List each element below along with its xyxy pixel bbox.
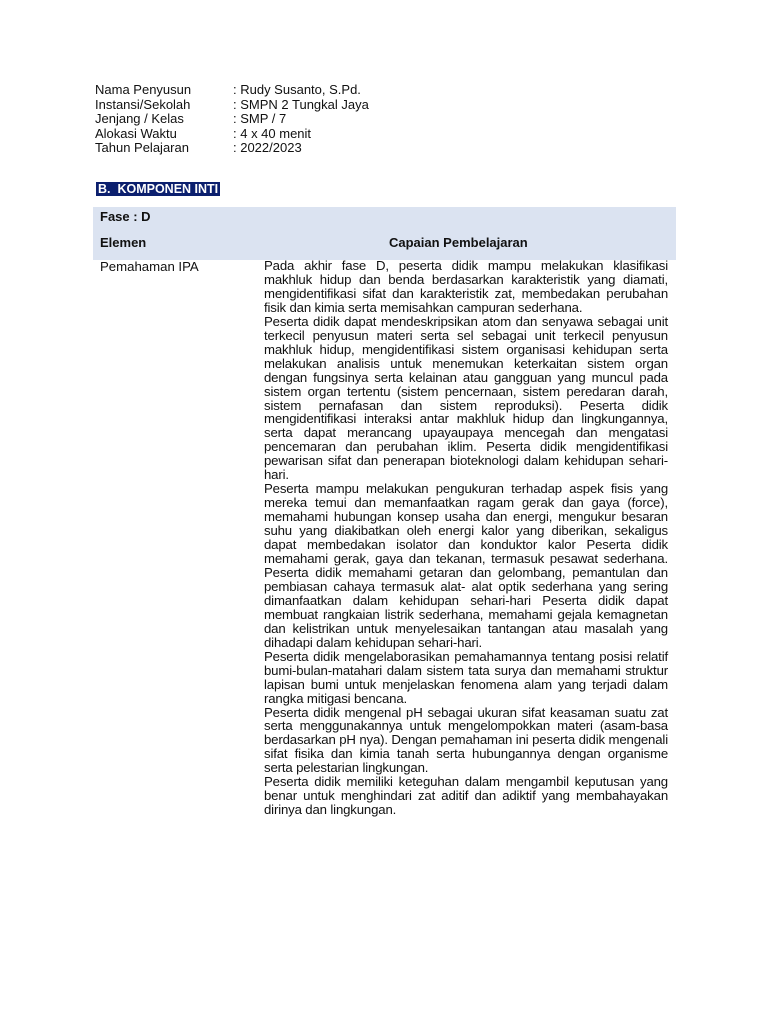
fase-label: Fase : D <box>100 209 151 224</box>
meta-label: Jenjang / Kelas <box>95 111 184 127</box>
section-title: B. KOMPONEN INTI <box>98 182 219 196</box>
capaian-paragraph: Peserta didik dapat mendeskripsikan atom dan senyawa sebagai unit terkecil penyusun materi serta sel sebagai unit terkecil penyusun makhluk hidup, mengidentifikasi sistem organisasi kehidupan serta melakukan analisis untuk menemukan keterkaitan sistem organ dengan fungsinya serta kelainan atau gangguan yang muncul pada sistem organ tertentu (sistem pencernaan, sistem peredaran darah, sistem pernafasan dan sistem reproduksi). Peserta didik mengidentifikasi interaksi antar makhluk hidup dan lingkungannya, serta dapat merancang upayaupaya mencegah dan mengatasi pencemaran dan perubahan iklim. Peserta didik mengidentifikasi pewarisan sifat dan penerapan bioteknologi dalam kehidupan sehari-hari. <box>264 313 668 483</box>
table-header <box>93 207 676 260</box>
meta-value: : 2022/2023 <box>233 140 302 156</box>
meta-label: Instansi/Sekolah <box>95 96 191 112</box>
meta-value: : Rudy Susanto, S.Pd. <box>233 82 361 97</box>
column-header-elemen: Elemen <box>100 235 147 250</box>
capaian-paragraph: Peserta didik memiliki keteguhan dalam mengambil keputusan yang benar untuk menghindari zat aditif dan adiktif yang membahayakan dirinya dan lingkungan. <box>264 774 668 818</box>
elemen-cell: Pemahaman IPA <box>100 259 199 274</box>
meta-label: Nama Penyusun <box>95 82 192 97</box>
meta-value: : SMPN 2 Tungkal Jaya <box>233 96 369 112</box>
column-header-capaian: Capaian Pembelajaran <box>389 235 528 250</box>
capaian-content <box>264 259 668 817</box>
meta-label: Tahun Pelajaran <box>95 140 189 156</box>
capaian-paragraph: Peserta didik mengelaborasikan pemahamannya tentang posisi relatif bumi-bulan-matahari dalam sistem tata surya dan memahami struktur lapisan bumi untuk menjelaskan fenomena alam yang terjadi dalam rangka mitigasi bencana. <box>264 648 668 706</box>
capaian-paragraph: Pada akhir fase D, peserta didik mampu melakukan klasifikasi makhluk hidup dan benda berdasarkan karakteristik yang diamati, mengidentifikasi sifat dan karakteristik zat, membedakan perubahan fisik dan kimia serta memisahkan campuran sederhana. <box>264 258 668 315</box>
capaian-paragraph: Peserta didik mengenal pH sebagai ukuran sifat keasaman suatu zat serta menggunakannya untuk mengelompokkan materi (asam-basa berdasarkan pH nya). Dengan pemahaman ini peserta didik mengenali sifat fisika dan kimia tanah serta hubungannya dengan organisme serta pelestarian lingkungan. <box>264 704 668 776</box>
document-metadata <box>95 83 369 156</box>
meta-value: : 4 x 40 menit <box>233 125 312 141</box>
meta-label: Alokasi Waktu <box>95 125 177 141</box>
meta-value: : SMP / 7 <box>233 111 287 127</box>
meta-row-sekolah <box>95 98 369 113</box>
meta-row-penyusun <box>95 83 369 98</box>
meta-row-alokasi <box>95 127 369 142</box>
capaian-paragraph: Peserta mampu melakukan pengukuran terhadap aspek fisis yang mereka temui dan memanfaatkan ragam gerak dan gaya (force), memahami hubungan konsep usaha dan energi, mengukur besaran suhu yang diakibatkan oleh energi kalor yang diberikan, sekaligus dapat membedakan isolator dan konduktor kalor Peserta didik memahami gerak, gaya dan tekanan, termasuk pesawat sederhana. Peserta didik memahami getaran dan gelombang, pemantulan dan pembiasan cahaya termasuk alat- alat optik sederhana yang sering dimanfaatkan dalam kehidupan sehari-hari Peserta didik dapat membuat rangkaian listrik sederhana, memahami gejala kemagnetan dan kelistrikan untuk menyelesaikan tantangan atau masalah yang dihadapi dalam kehidupan sehari-hari. <box>264 481 668 650</box>
meta-row-tahun <box>95 141 369 156</box>
meta-row-kelas <box>95 112 369 127</box>
capaian-table <box>93 207 676 274</box>
